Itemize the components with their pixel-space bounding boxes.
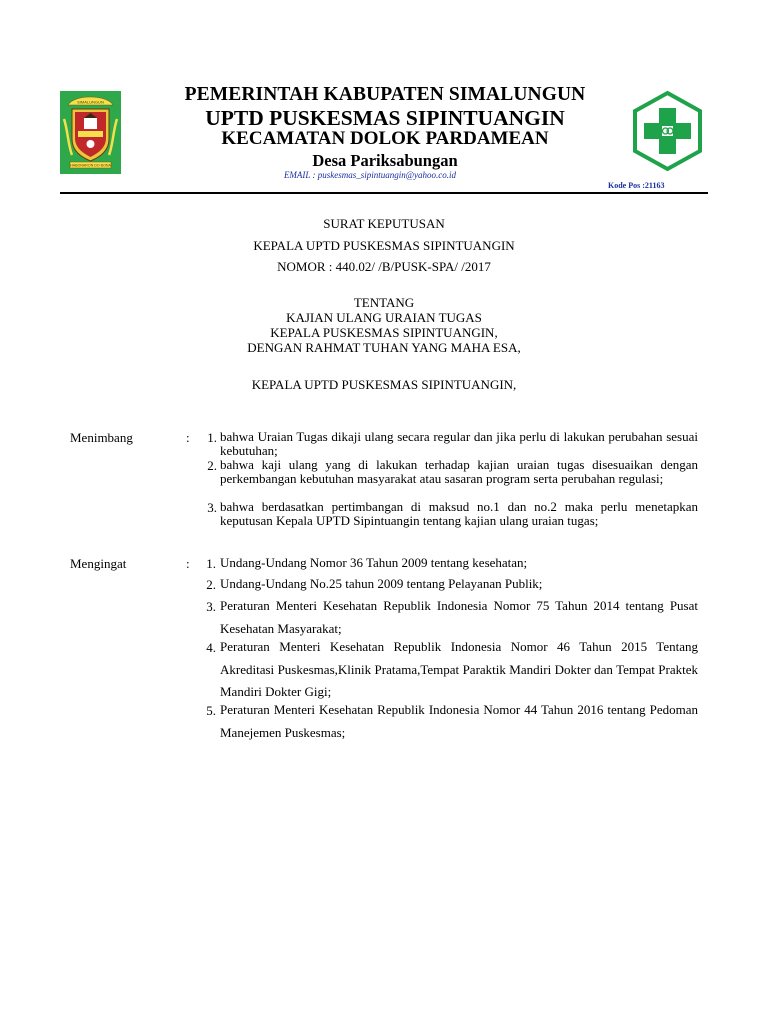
- mengingat-item-number: 1.: [206, 556, 216, 571]
- emblem-bottom-text: HABONARON DO BONA: [70, 163, 111, 168]
- government-name: PEMERINTAH KABUPATEN SIMALUNGUN: [184, 84, 586, 105]
- mengingat-item-number: 5.: [206, 703, 216, 718]
- mengingat-label: Mengingat: [70, 556, 127, 571]
- subject-line-2: KEPALA PUSKESMAS SIPINTUANGIN,: [270, 325, 498, 340]
- mengingat-item: Undang-Undang Nomor 36 Tahun 2009 tentang kesehatan;: [220, 555, 528, 570]
- issuer-line: KEPALA UPTD PUSKESMAS SIPINTUANGIN,: [251, 377, 517, 392]
- letterhead: [0, 0, 768, 200]
- email-address: EMAIL : puskesmas_sipintuangin@yahoo.co.id: [283, 170, 457, 180]
- mengingat-colon: :: [186, 556, 190, 571]
- mengingat-item: Peraturan Menteri Kesehatan Republik Indonesia Nomor 46 Tahun 2015 Tentang Akreditasi Puskesmas,Klinik Pratama,Tempat Paraktik Mandiri Dokter dan Tempat Praktek Mandiri Dokter Gigi;: [220, 639, 698, 699]
- menimbang-item: bahwa kaji ulang yang di lakukan terhadap kajian uraian tugas disesuaikan dengan perkembangan kebutuhan masyarakat atau sasaran program serta perubahan regulasi;: [220, 457, 698, 486]
- tentang-heading: TENTANG: [353, 295, 415, 310]
- regency-emblem-icon: [60, 91, 121, 174]
- menimbang-label: Menimbang: [70, 430, 133, 445]
- menimbang-item: bahwa berdasatkan pertimbangan di maksud no.1 dan no.2 maka perlu menetapkan keputusan Kepala UPTD Sipintuangin tentang kajian ulang uraian tugas;: [220, 499, 698, 528]
- mengingat-item: Peraturan Menteri Kesehatan Republik Indonesia Nomor 44 Tahun 2016 tentang Pedoman Manejemen Puskesmas;: [220, 702, 698, 740]
- mengingat-item-number: 4.: [206, 640, 216, 655]
- village-name: Desa Pariksabungan: [312, 151, 458, 170]
- header-divider: [60, 192, 708, 194]
- subject-line-3: DENGAN RAHMAT TUHAN YANG MAHA ESA,: [247, 340, 521, 355]
- menimbang-item-number: 2.: [207, 458, 217, 473]
- mengingat-item-number: 2.: [206, 577, 216, 592]
- mengingat-item: Undang-Undang No.25 tahun 2009 tentang Pelayanan Publik;: [220, 576, 543, 591]
- menimbang-item-number: 3.: [207, 500, 217, 515]
- decree-number: NOMOR : 440.02/ /B/PUSK-SPA/ /2017: [277, 259, 491, 274]
- mengingat-item-number: 3.: [206, 599, 216, 614]
- decree-title: SURAT KEPUTUSAN: [323, 216, 445, 231]
- mengingat-item: Peraturan Menteri Kesehatan Republik Indonesia Nomor 75 Tahun 2014 tentang Pusat Kesehatan Masyarakat;: [220, 598, 698, 636]
- emblem-top-text: SIMALUNGUN: [77, 99, 104, 105]
- menimbang-item: bahwa Uraian Tugas dikaji ulang secara regular dan jika perlu di lakukan perubahan sesuai kebutuhan;: [220, 429, 698, 458]
- postal-code: Kode Pos :21163: [608, 181, 665, 190]
- district-name: KECAMATAN DOLOK PARDAMEAN: [221, 128, 549, 149]
- subject-line-1: KAJIAN ULANG URAIAN TUGAS: [286, 310, 482, 325]
- decree-issuer-title: KEPALA UPTD PUSKESMAS SIPINTUANGIN: [253, 238, 515, 253]
- puskesmas-logo-icon: [631, 90, 704, 172]
- menimbang-item-number: 1.: [207, 430, 217, 445]
- menimbang-colon: :: [186, 430, 190, 445]
- institution-name: UPTD PUSKESMAS SIPINTUANGIN: [205, 106, 565, 130]
